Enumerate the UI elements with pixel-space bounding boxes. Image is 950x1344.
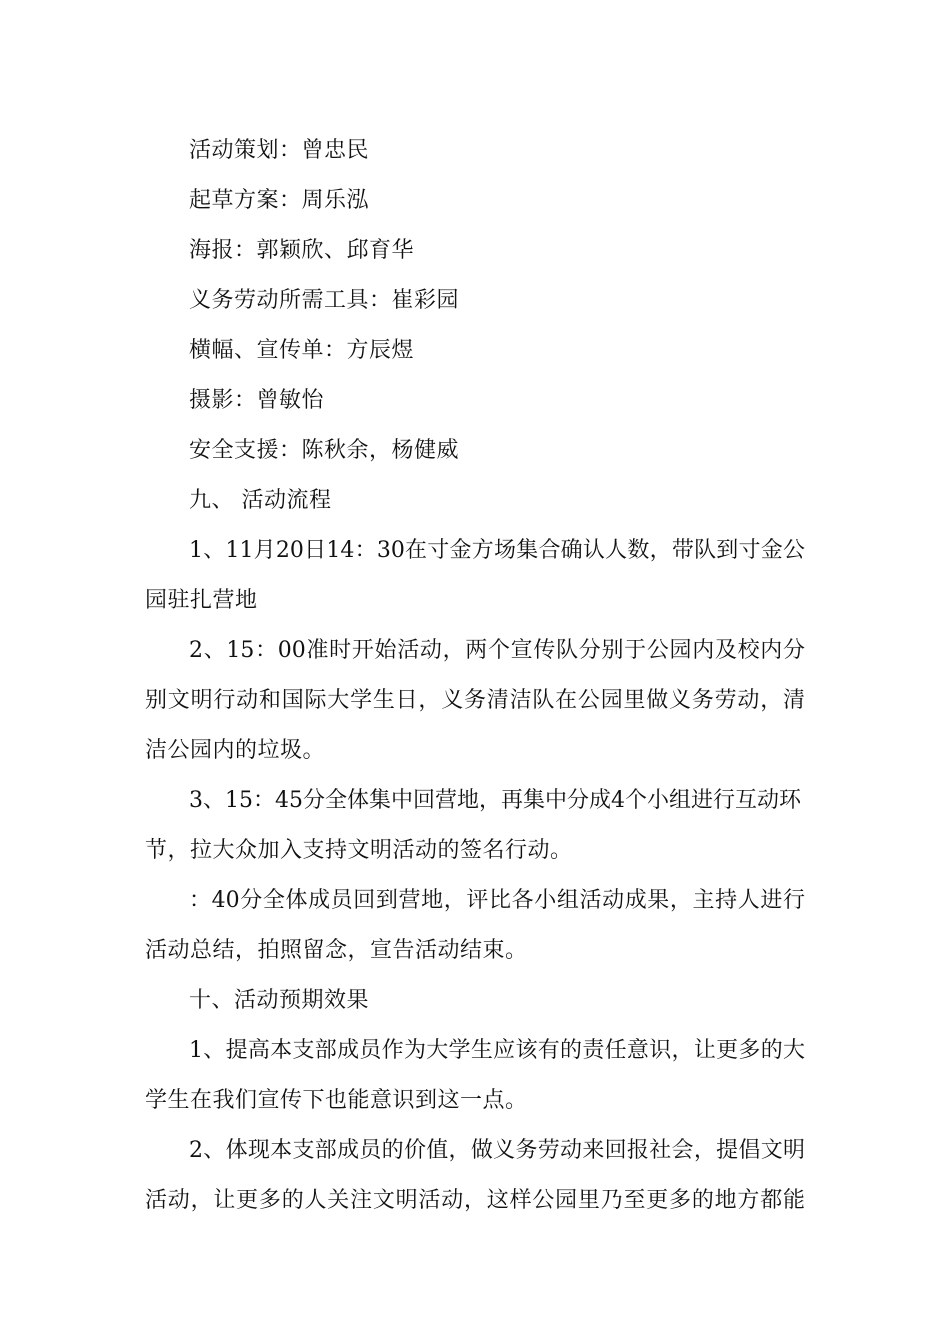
staff-planning: 活动策划：曾忠民: [189, 138, 370, 163]
staff-banner: 横幅、宣传单：方辰煜: [189, 338, 415, 363]
effect-2-line-1: 2、体现本支部成员的价值，做义务劳动来回报社会，提倡文明: [189, 1138, 805, 1163]
process-step-4-line-2: 活动总结，拍照留念，宣告活动结束。: [145, 938, 528, 963]
process-step-1-line-2: 园驻扎营地: [145, 588, 258, 613]
staff-safety: 安全支援：陈秋余，杨健威: [189, 438, 460, 463]
process-step-3-line-1: 3、15：45分全体集中回营地，再集中分成4个小组进行互动环: [189, 788, 801, 813]
process-step-1-line-1: 1、11月20日14：30在寸金方场集合确认人数，带队到寸金公: [189, 538, 805, 563]
process-step-2-line-2: 别文明行动和国际大学生日，义务清洁队在公园里做义务劳动，清: [145, 688, 805, 713]
staff-tools: 义务劳动所需工具：崔彩园: [189, 288, 460, 313]
effect-1-line-2: 学生在我们宣传下也能意识到这一点。: [145, 1088, 528, 1113]
effect-1-line-1: 1、提高本支部成员作为大学生应该有的责任意识，让更多的大: [189, 1038, 805, 1063]
process-step-4-line-1: ：40分全体成员回到营地，评比各小组活动成果，主持人进行: [189, 888, 805, 913]
section-heading-process: 九、 活动流程: [189, 488, 332, 513]
process-step-3-line-2: 节，拉大众加入支持文明活动的签名行动。: [145, 838, 573, 863]
staff-drafting: 起草方案：周乐泓: [189, 188, 370, 213]
effect-2-line-2: 活动，让更多的人关注文明活动，这样公园里乃至更多的地方都能: [145, 1188, 805, 1213]
section-heading-effects: 十、活动预期效果: [189, 988, 370, 1013]
process-step-2-line-1: 2、15：00准时开始活动，两个宣传队分别于公园内及校内分: [189, 638, 805, 663]
staff-photography: 摄影：曾敏怡: [189, 388, 325, 413]
staff-poster: 海报：郭颖欣、邱育华: [189, 238, 415, 263]
process-step-2-line-3: 洁公园内的垃圾。: [145, 738, 326, 763]
